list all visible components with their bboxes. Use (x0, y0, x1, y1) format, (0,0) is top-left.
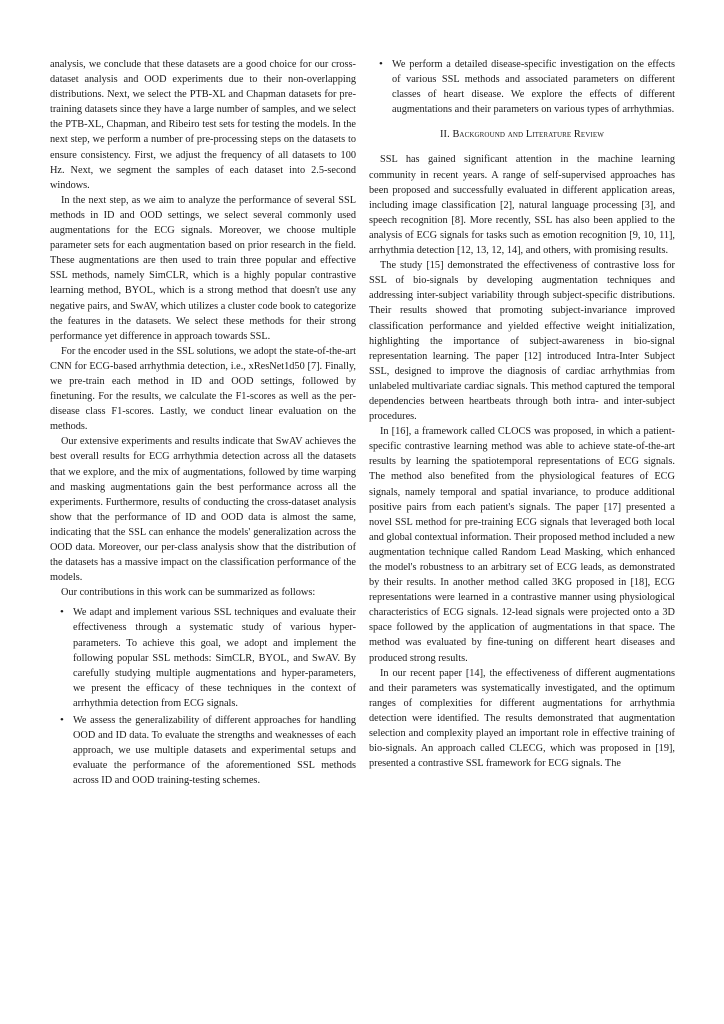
ssl-methods-paragraph: In the next step, as we aim to analyze the performance of several SSL methods in ID and OOD settings, we select several commonly used augmentations for the ECG signals. Moreover, we choose multiple parameter sets for each augmentation based on prior research in the field. These augmentations are then used to train three popular and effective SSL methods, namely SimCLR, which is a highly popular contrastive learning method, BYOL, which is a strong method that doesn't use any negative pairs, and SwAV, which utilizes a cluster code book to categorize the features in the datasets. We select these methods for their strong performance yet difference in approach towards SSL. (50, 194, 356, 342)
study-15-paragraph: The study [15] demonstrated the effectiveness of contrastive loss for SSL of bio-signals by developing augmentation techniques and addressing inter-subject variability through subject-specific distributions. Their results showed that promoting subject-invariance improved classification performance and yielded effective weight initialization, highlighting the importance of subject-awareness in bio-signal representation learning. The paper [12] introduced Intra-Inter Subject SSL, designed to improve the diagnosis of cardiac arrhythmias from unlabeled multivariate cardiac signals. This method captured the temporal dependencies between heartbeats through both intra- and inter-subject procedures. (369, 260, 675, 423)
contributions-list (50, 605, 356, 788)
ssl-attention-paragraph: SSL has gained significant attention in the machine learning community in recent years. A range of self-supervised approaches has been proposed and successfully evaluated in different application areas, including image classification [2], natural language processing [3], and speech recognition [8]. More recently, SSL has also been applied to the analysis of ECG signals for tasks such as emotion recognition [9, 10, 11], arrhythmia detection [12, 13, 12, 14], and others, with promising results. (369, 154, 675, 257)
left-column (50, 57, 356, 791)
encoder-paragraph: For the encoder used in the SSL solutions, we adopt the state-of-the-art CNN for ECG-based arrhythmia detection, i.e., xResNet1d50 [7]. Finally, we pre-train each method in ID and OOD settings, followed by finetuning. For the results, we calculate the F1-scores as well as the per-disease class F1-scores. Lastly, we conduct linear evaluation on the methods. (50, 345, 356, 433)
clocs-paragraph: In [16], a framework called CLOCS was proposed, in which a patient-specific contrastive learning method was able to achieve state-of-the-art results by learning the spatiotemporal representations of ECG signals. The method also benefited from the physiological features of ECG signals, namely temporal and spatial invariance, to produce additional positive pairs from each patient's signals. The paper [17] presented a novel SSL method for pre-training ECG signals that leveraged both local and global contextual information. Their proposed method included a new augmentation technique called Random Lead Masking, which enhanced the model's robustness to an arbitrary set of ECG leads, as demonstrated by their results. In another method called 3KG proposed in [18], ECG representations were learned in a contrastive manner using physiological characteristics of ECG signals. 12-lead signals were projected onto a 3D space followed by the application of augmentations in that space. The method was evaluated by fine-tuning on different heart diseases and produced strong results. (369, 426, 675, 664)
section-heading (369, 127, 675, 142)
right-column (369, 57, 675, 771)
section-title: Background and Literature Review (452, 129, 604, 141)
contributions-list-continued (369, 57, 675, 117)
recent-paper-paragraph: In our recent paper [14], the effectiveness of different augmentations and their parameters was systematically investigated, and the optimum ranges of complexities for different augmentations for arrhythmia detection were identified. The results demonstrated that augmentation selection and complexity played an important role in effective training of bio-signals. An approach called CLECG, which was proposed in [19], presented a contrastive SSL framework for ECG signals. The (369, 667, 675, 770)
contribution-item: • We adapt and implement various SSL techniques and evaluate their effectiveness through a systematic study of various hyper-parameters. To achieve this goal, we adopt and implement the following popular SSL methods: SimCLR, BYOL, and SwAV. By carefully studying multiple augmentations and hyper-parameters, we present the efficacy of these techniques in the context of arrhythmia detection from ECG signals. (50, 605, 356, 711)
contribution-item: • We assess the generalizability of different approaches for handling OOD and ID data. To evaluate the strengths and weaknesses of each approach, we use multiple datasets and experimental setups and evaluate the performance of the aforementioned SSL methods across ID and OOD training-testing schemes. (50, 713, 356, 788)
contributions-paragraph: Our contributions in this work can be summarized as follows: (61, 587, 316, 599)
results-paragraph: Our extensive experiments and results indicate that SwAV achieves the best overall results for ECG arrhythmia detection across all the datasets that we explore, and the mix of augmentations, followed by time warping and masking augmentations gain the best performance across all the experiments. Furthermore, results of conducting the cross-dataset analysis show that the performance of ID and OOD data is almost the same, indicating that the SSL can enhance the models' generalization across the OOD data. Moreover, our per-class analysis show that the distribution of the datasets has a massive impact on the classification performance of the models. (50, 436, 356, 584)
contribution-item: • We perform a detailed disease-specific investigation on the effects of various SSL methods and associated parameters on different classes of heart disease. We explore the effects of different augmentations and their parameters on various types of arrhythmias. (369, 57, 675, 117)
intro-continuation-paragraph: analysis, we conclude that these datasets are a good choice for our cross-dataset analysis and OOD experiments due to their non-overlapping distributions. Next, we select the PTB-XL and Chapman datasets for pre-training datasets since they have a large number of samples, and we select the PTB-XL, Chapman, and Ribeiro test sets for testing the models. In the next step, we perform a number of pre-processing steps on the datasets to ensure consistency. First, we adjust the frequency of all datasets to 100 Hz. Next, we segment the samples of each dataset into 2.5-second windows. (50, 59, 356, 191)
section-number: II. (440, 129, 450, 141)
